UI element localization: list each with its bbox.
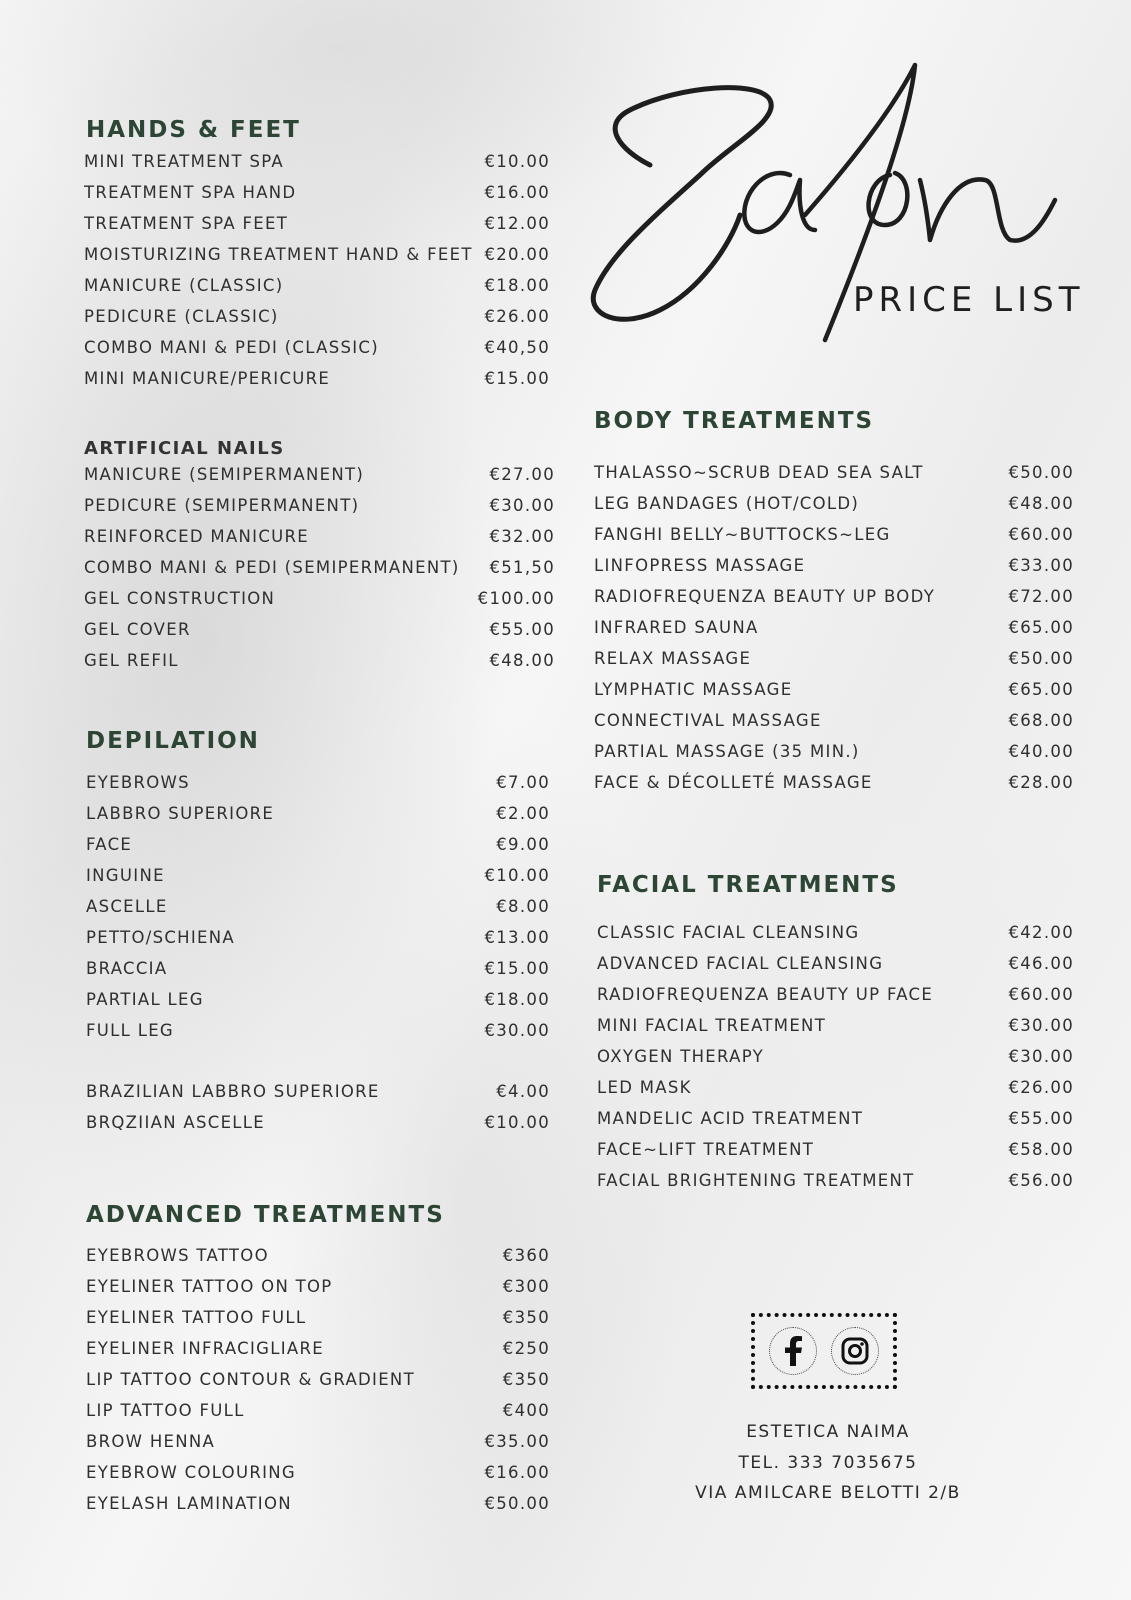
section-title: ADVANCED TREATMENTS: [86, 1202, 445, 1228]
item-name: RADIOFREQUENZA BEAUTY UP BODY: [594, 587, 936, 606]
item-price: €48.00: [1008, 494, 1074, 513]
price-row: [84, 338, 550, 357]
price-row: [84, 465, 555, 484]
section-hands-feet: [84, 112, 554, 412]
social-links-box: [751, 1313, 897, 1389]
item-name: EYELINER TATTOO FULL: [86, 1308, 307, 1327]
item-price: €51,50: [489, 558, 555, 577]
item-price: €30.00: [484, 1021, 550, 1040]
section-title: HANDS & FEET: [86, 117, 301, 143]
item-price: €60.00: [1008, 525, 1074, 544]
item-price: €100.00: [477, 589, 555, 608]
instagram-icon[interactable]: [831, 1327, 879, 1375]
item-price: €16.00: [484, 183, 550, 202]
item-price: €50.00: [484, 1494, 550, 1513]
item-name: MANICURE (CLASSIC): [84, 276, 284, 295]
section-body-treatments: [594, 408, 1074, 808]
price-row: [86, 1113, 550, 1132]
item-price: €58.00: [1008, 1140, 1074, 1159]
price-row: [594, 773, 1074, 792]
item-name: BRACCIA: [86, 959, 168, 978]
price-row: [597, 1140, 1074, 1159]
item-name: LED MASK: [597, 1078, 692, 1097]
price-row: [84, 589, 555, 608]
item-name: MINI FACIAL TREATMENT: [597, 1016, 827, 1035]
item-name: REINFORCED MANICURE: [84, 527, 310, 546]
item-price: €28.00: [1008, 773, 1074, 792]
item-name: RELAX MASSAGE: [594, 649, 752, 668]
item-name: INFRARED SAUNA: [594, 618, 759, 637]
price-row: [84, 276, 550, 295]
item-price: €20.00: [484, 245, 550, 264]
business-name: ESTETICA NAIMA: [746, 1422, 910, 1442]
item-price: €27.00: [489, 465, 555, 484]
price-row: [597, 1016, 1074, 1035]
item-name: LIP TATTOO CONTOUR & GRADIENT: [86, 1370, 415, 1389]
item-price: €30.00: [1008, 1016, 1074, 1035]
item-price: €50.00: [1008, 649, 1074, 668]
item-name: OXYGEN THERAPY: [597, 1047, 764, 1066]
price-row: [597, 954, 1074, 973]
item-name: FULL LEG: [86, 1021, 175, 1040]
facebook-icon[interactable]: [769, 1327, 817, 1375]
item-name: INGUINE: [86, 866, 165, 885]
item-name: LIP TATTOO FULL: [86, 1401, 245, 1420]
item-name: MINI MANICURE/PERICURE: [84, 369, 331, 388]
section-title: FACIAL TREATMENTS: [597, 872, 899, 898]
item-name: BROW HENNA: [86, 1432, 216, 1451]
item-price: €65.00: [1008, 618, 1074, 637]
item-name: FACE & DÉCOLLETÉ MASSAGE: [594, 773, 873, 792]
item-name: PEDICURE (SEMIPERMANENT): [84, 496, 360, 515]
price-row: [86, 1246, 550, 1265]
item-name: MANICURE (SEMIPERMANENT): [84, 465, 365, 484]
item-name: COMBO MANI & PEDI (SEMIPERMANENT): [84, 558, 460, 577]
price-row: [597, 1078, 1074, 1097]
price-row: [594, 680, 1074, 699]
item-price: €15.00: [484, 959, 550, 978]
item-price: €30.00: [1008, 1047, 1074, 1066]
item-name: CONNECTIVAL MASSAGE: [594, 711, 822, 730]
item-price: €30.00: [489, 496, 555, 515]
price-row: [86, 897, 550, 916]
item-price: €26.00: [484, 307, 550, 326]
item-name: FACE: [86, 835, 133, 854]
price-row: [84, 183, 550, 202]
item-name: FACIAL BRIGHTENING TREATMENT: [597, 1171, 915, 1190]
item-name: MOISTURIZING TREATMENT HAND & FEET: [84, 245, 473, 264]
item-price: €16.00: [484, 1463, 550, 1482]
item-price: €300: [502, 1277, 550, 1296]
item-price: €10.00: [484, 1113, 550, 1132]
price-row: [86, 1494, 550, 1513]
price-row: [594, 711, 1074, 730]
price-row: [86, 959, 550, 978]
price-row: [84, 245, 550, 264]
item-name: COMBO MANI & PEDI (CLASSIC): [84, 338, 379, 357]
item-price: €10.00: [484, 866, 550, 885]
price-row: [84, 496, 555, 515]
price-row: [86, 1401, 550, 1420]
item-name: TREATMENT SPA FEET: [84, 214, 289, 233]
item-price: €10.00: [484, 152, 550, 171]
item-name: LYMPHATIC MASSAGE: [594, 680, 793, 699]
price-row: [86, 1082, 550, 1101]
item-price: €68.00: [1008, 711, 1074, 730]
price-row: [86, 1021, 550, 1040]
price-row: [86, 773, 550, 792]
item-name: GEL CONSTRUCTION: [84, 589, 276, 608]
section-title: DEPILATION: [86, 728, 260, 754]
price-list-subtitle: PRICE LIST: [853, 280, 1085, 320]
item-price: €32.00: [489, 527, 555, 546]
item-name: MANDELIC ACID TREATMENT: [597, 1109, 864, 1128]
item-price: €8.00: [496, 897, 550, 916]
item-name: CLASSIC FACIAL CLEANSING: [597, 923, 860, 942]
item-name: EYELASH LAMINATION: [86, 1494, 292, 1513]
price-row: [86, 990, 550, 1009]
price-row: [594, 463, 1074, 482]
item-price: €13.00: [484, 928, 550, 947]
item-name: MINI TREATMENT SPA: [84, 152, 284, 171]
price-row: [86, 1308, 550, 1327]
item-name: ADVANCED FACIAL CLEANSING: [597, 954, 884, 973]
item-price: €40.00: [1008, 742, 1074, 761]
item-price: €50.00: [1008, 463, 1074, 482]
item-name: PETTO/SCHIENA: [86, 928, 236, 947]
item-price: €60.00: [1008, 985, 1074, 1004]
price-row: [86, 835, 550, 854]
item-price: €2.00: [496, 804, 550, 823]
item-price: €35.00: [484, 1432, 550, 1451]
item-price: €48.00: [489, 651, 555, 670]
price-row: [594, 587, 1074, 606]
item-name: PARTIAL MASSAGE (35 MIN.): [594, 742, 860, 761]
item-name: EYEBROWS TATTOO: [86, 1246, 269, 1265]
price-row: [594, 525, 1074, 544]
item-price: €55.00: [489, 620, 555, 639]
item-price: €42.00: [1008, 923, 1074, 942]
item-price: €33.00: [1008, 556, 1074, 575]
item-name: ASCELLE: [86, 897, 168, 916]
item-price: €65.00: [1008, 680, 1074, 699]
item-price: €7.00: [496, 773, 550, 792]
price-row: [86, 804, 550, 823]
price-row: [84, 369, 550, 388]
price-row: [86, 928, 550, 947]
item-name: LEG BANDAGES (HOT/COLD): [594, 494, 860, 513]
price-row: [597, 1047, 1074, 1066]
item-name: BRQZIIAN ASCELLE: [86, 1113, 265, 1132]
item-price: €40,50: [484, 338, 550, 357]
section-facial-treatments: [597, 872, 1074, 1202]
price-row: [597, 923, 1074, 942]
price-row: [597, 985, 1074, 1004]
item-price: €12.00: [484, 214, 550, 233]
section-artificial-nails: [84, 438, 559, 678]
price-row: [84, 651, 555, 670]
item-name: LABBRO SUPERIORE: [86, 804, 275, 823]
item-price: €18.00: [484, 276, 550, 295]
item-name: EYEBROW COLOURING: [86, 1463, 296, 1482]
price-row: [84, 214, 550, 233]
item-price: €15.00: [484, 369, 550, 388]
item-name: LINFOPRESS MASSAGE: [594, 556, 806, 575]
item-name: EYELINER INFRACIGLIARE: [86, 1339, 324, 1358]
price-row: [597, 1171, 1074, 1190]
price-row: [84, 152, 550, 171]
item-name: PARTIAL LEG: [86, 990, 204, 1009]
item-name: PEDICURE (CLASSIC): [84, 307, 279, 326]
price-row: [84, 620, 555, 639]
item-price: €72.00: [1008, 587, 1074, 606]
item-price: €360: [502, 1246, 550, 1265]
item-name: FANGHI BELLY~BUTTOCKS~LEG: [594, 525, 891, 544]
item-price: €18.00: [484, 990, 550, 1009]
item-name: GEL COVER: [84, 620, 191, 639]
section-depilation: [86, 728, 556, 1138]
price-row: [84, 558, 555, 577]
item-name: BRAZILIAN LABBRO SUPERIORE: [86, 1082, 380, 1101]
item-price: €250: [502, 1339, 550, 1358]
price-row: [597, 1109, 1074, 1128]
item-price: €26.00: [1008, 1078, 1074, 1097]
price-row: [86, 866, 550, 885]
price-row: [86, 1277, 550, 1296]
item-name: THALASSO~SCRUB DEAD SEA SALT: [594, 463, 924, 482]
price-row: [594, 556, 1074, 575]
item-price: €55.00: [1008, 1109, 1074, 1128]
price-row: [84, 307, 550, 326]
price-row: [86, 1463, 550, 1482]
price-row: [594, 494, 1074, 513]
item-price: €9.00: [496, 835, 550, 854]
item-price: €4.00: [496, 1082, 550, 1101]
item-name: EYEBROWS: [86, 773, 190, 792]
item-name: TREATMENT SPA HAND: [84, 183, 297, 202]
price-row: [594, 649, 1074, 668]
price-row: [594, 618, 1074, 637]
section-title: BODY TREATMENTS: [594, 408, 875, 434]
item-price: €350: [502, 1308, 550, 1327]
price-row: [86, 1432, 550, 1451]
item-name: RADIOFREQUENZA BEAUTY UP FACE: [597, 985, 934, 1004]
item-price: €400: [502, 1401, 550, 1420]
item-name: EYELINER TATTOO ON TOP: [86, 1277, 333, 1296]
item-name: GEL REFIL: [84, 651, 179, 670]
business-address: VIA AMILCARE BELOTTI 2/B: [695, 1483, 961, 1503]
section-title: ARTIFICIAL NAILS: [84, 438, 285, 459]
price-row: [594, 742, 1074, 761]
section-advanced-treatments: [86, 1202, 556, 1522]
price-row: [86, 1370, 550, 1389]
item-price: €350: [502, 1370, 550, 1389]
business-phone[interactable]: TEL. 333 7035675: [738, 1453, 918, 1473]
price-row: [84, 527, 555, 546]
item-price: €46.00: [1008, 954, 1074, 973]
item-price: €56.00: [1008, 1171, 1074, 1190]
price-row: [86, 1339, 550, 1358]
item-name: FACE~LIFT TREATMENT: [597, 1140, 815, 1159]
